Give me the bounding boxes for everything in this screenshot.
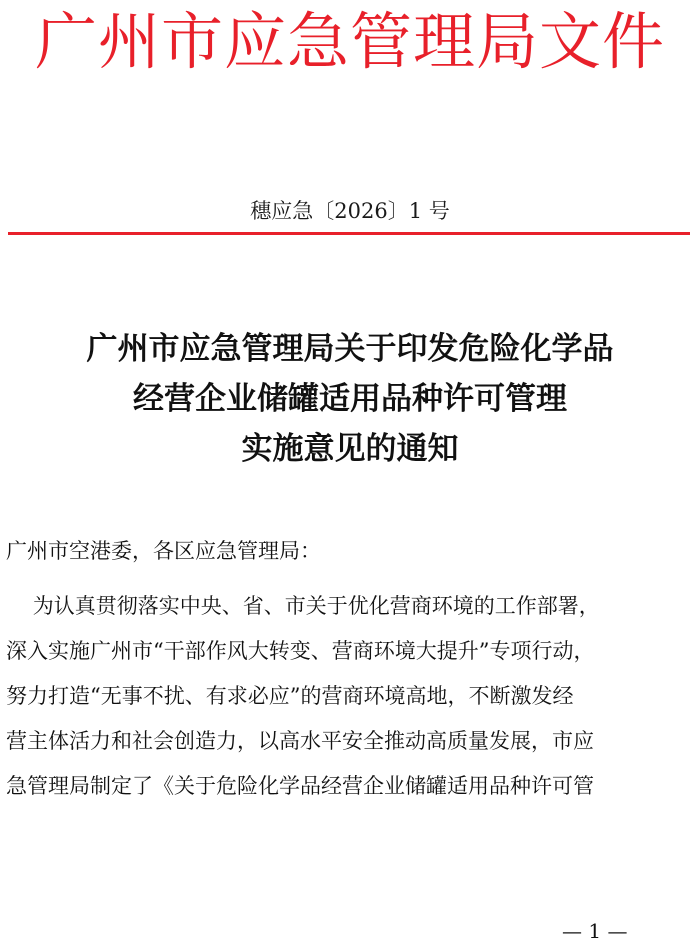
- body-line-2: 深入实施广州市“干部作风大转变、营商环境大提升”专项行动，: [6, 639, 595, 663]
- body-line-3: 努力打造“无事不扰、有求必应”的营商环境高地，不断激发经: [6, 684, 574, 708]
- document-title: [0, 324, 700, 474]
- title-line-1: 广州市应急管理局关于印发危险化学品: [86, 331, 614, 367]
- body-text: [6, 584, 696, 809]
- body-line-1: 为认真贯彻落实中央、省、市关于优化营商环境的工作部署，: [6, 594, 600, 618]
- red-separator-line: [8, 232, 690, 235]
- page-number: — 1 —: [562, 919, 628, 943]
- body-line-4: 营主体活力和社会创造力，以高水平安全推动高质量发展，市应: [6, 729, 594, 753]
- title-line-2: 经营企业储罐适用品种许可管理: [133, 381, 567, 417]
- document-number: 穗应急〔2026〕1 号: [250, 199, 450, 223]
- document-masthead: 广州市应急管理局文件: [34, 5, 665, 78]
- addressee: 广州市空港委，各区应急管理局：: [6, 539, 321, 563]
- body-line-5: 急管理局制定了《关于危险化学品经营企业储罐适用品种许可管: [6, 774, 594, 798]
- title-line-3: 实施意见的通知: [241, 431, 459, 467]
